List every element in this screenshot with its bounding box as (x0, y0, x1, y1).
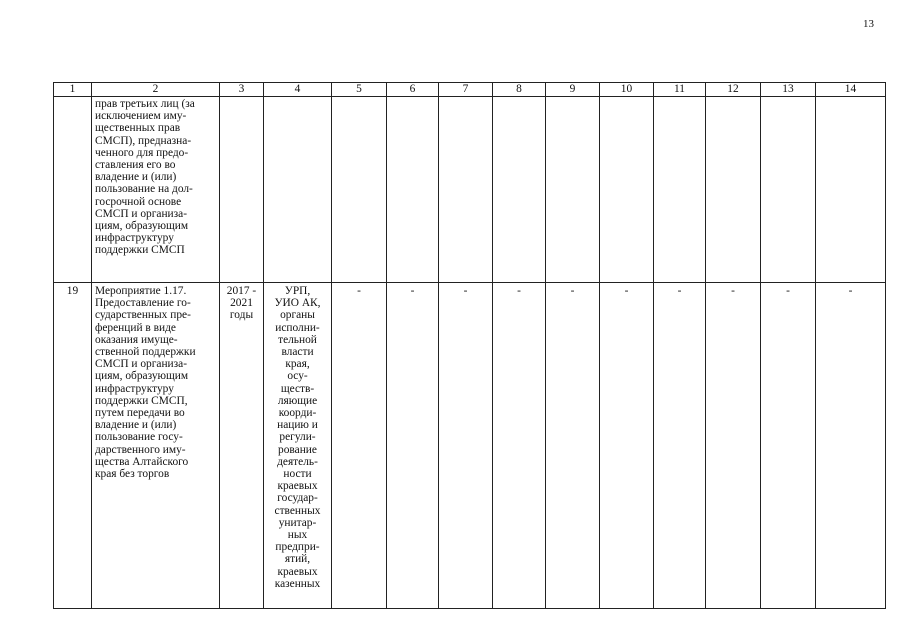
value-cell: - (439, 283, 493, 609)
value-cell: - (816, 283, 886, 609)
header-cell: 4 (264, 83, 332, 97)
header-row (54, 83, 886, 97)
header-cell: 13 (761, 83, 816, 97)
period-cell (220, 97, 264, 283)
header-cell: 1 (54, 83, 92, 97)
table-row-19 (54, 283, 886, 609)
period-cell: 2017 - 2021 годы (220, 283, 264, 609)
row-number-cell (54, 97, 92, 283)
header-cell: 3 (220, 83, 264, 97)
value-cell (706, 97, 761, 283)
description-cell: Мероприятие 1.17. Предоставление го- сударственных пре- ференций в виде оказания имуще- ственной поддержки СМСП и организа- циям, образующим инфраструктуру поддержки СМСП, путем передачи во владение и (или) пользование госу- дарственного иму- щества Алтайского края без торгов (92, 283, 220, 609)
value-cell (654, 97, 706, 283)
header-cell: 9 (546, 83, 600, 97)
value-cell: - (600, 283, 654, 609)
description-cell: прав третьих лиц (за исключением иму- щественных прав СМСП), предназна- ченного для предо- ставления его во владение и (или) пользование на дол- госрочной основе СМСП и организа- циям, образующим инфраструктуру поддержки СМСП (92, 97, 220, 283)
header-cell: 7 (439, 83, 493, 97)
row-number-cell: 19 (54, 283, 92, 609)
value-cell: - (332, 283, 387, 609)
value-cell: - (761, 283, 816, 609)
header-cell: 2 (92, 83, 220, 97)
value-cell (816, 97, 886, 283)
value-cell (387, 97, 439, 283)
measures-table (53, 82, 886, 609)
value-cell (761, 97, 816, 283)
value-cell: - (493, 283, 546, 609)
value-cell (439, 97, 493, 283)
header-cell: 5 (332, 83, 387, 97)
executors-cell: УРП, УИО АК, органы исполни- тельной власти края, осу- ществ- ляющие коорди- нацию и регули- рование деятель- ности краевых государ- ственных унитар- ных предпри- ятий, краевых казенных (264, 283, 332, 609)
value-cell (546, 97, 600, 283)
header-cell: 10 (600, 83, 654, 97)
value-cell (493, 97, 546, 283)
executors-cell (264, 97, 332, 283)
header-cell: 8 (493, 83, 546, 97)
value-cell: - (546, 283, 600, 609)
table-row-continuation (54, 97, 886, 283)
header-cell: 14 (816, 83, 886, 97)
value-cell (600, 97, 654, 283)
page-number: 13 (863, 18, 874, 30)
header-cell: 12 (706, 83, 761, 97)
value-cell (332, 97, 387, 283)
header-cell: 6 (387, 83, 439, 97)
header-cell: 11 (654, 83, 706, 97)
value-cell: - (706, 283, 761, 609)
value-cell: - (654, 283, 706, 609)
value-cell: - (387, 283, 439, 609)
